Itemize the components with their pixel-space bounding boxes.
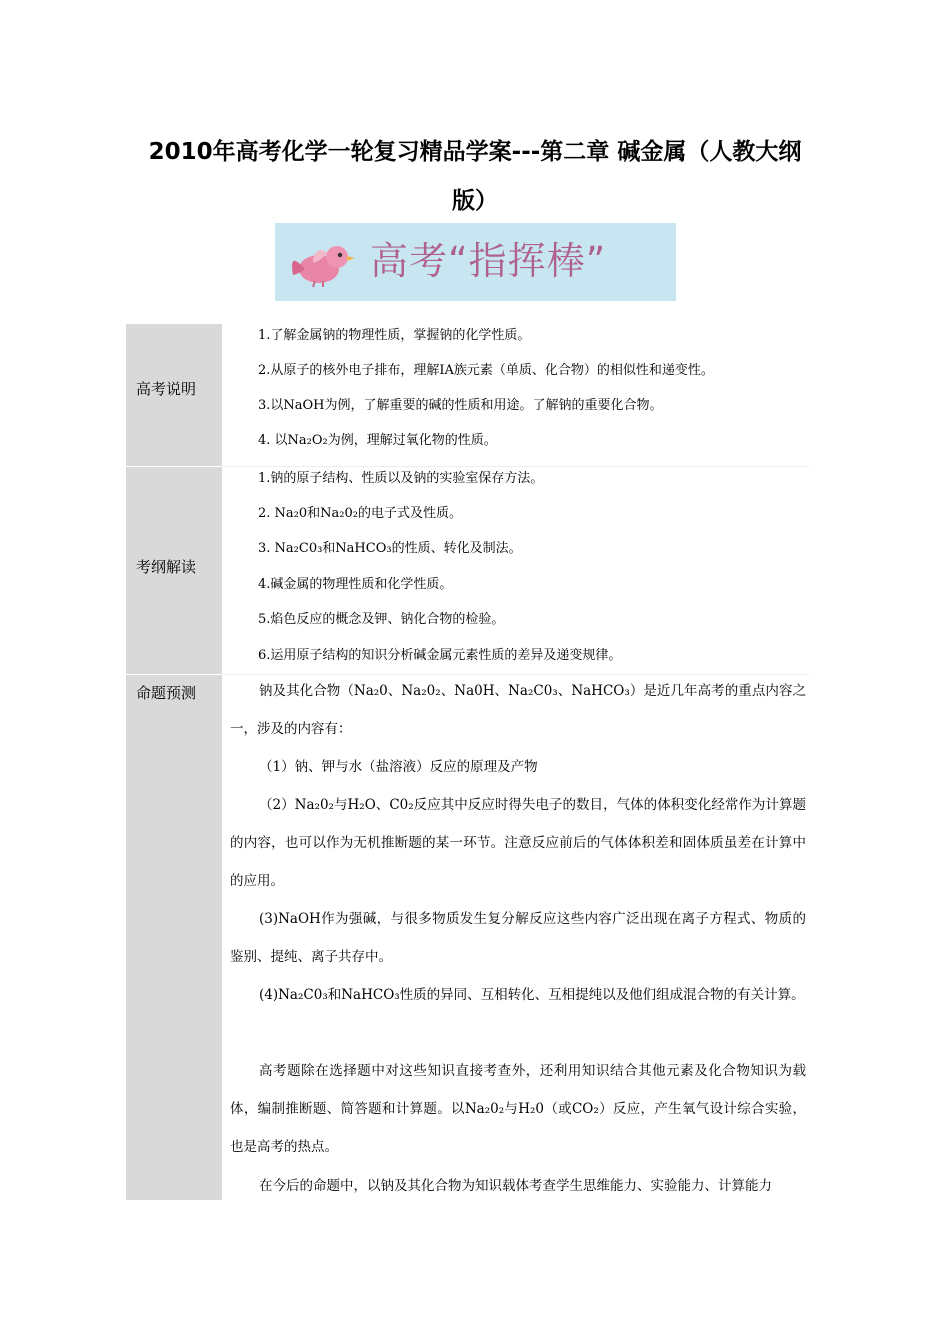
- list-item: 6.运用原子结构的知识分析碱金属元素性质的差异及递变规律。: [258, 648, 622, 663]
- list-item: 5.焰色反应的概念及钾、钠化合物的检验。: [258, 612, 505, 627]
- list-item: 3.以NaOH为例，了解重要的碱的性质和用途。了解钠的重要化合物。: [258, 398, 663, 413]
- list-item: 1.了解金属钠的物理性质，掌握钠的化学性质。: [258, 328, 531, 343]
- paragraph: 钠及其化合物（Na₂0、Na₂0₂、Na0H、Na₂C0₃、NaHCO₃）是近几年高考的重点内容之一，涉及的内容有：: [230, 683, 806, 737]
- document-title: 2010年高考化学一轮复习精品学案---第二章 碱金属（人教大纲版）: [148, 139, 802, 214]
- label-divider: [126, 674, 222, 675]
- pink-bird-icon: [287, 239, 357, 289]
- list-item: 1.钠的原子结构、性质以及钠的实验室保存方法。: [258, 471, 544, 486]
- list-item: 3. Na₂C0₃和NaHCO₃的性质、转化及制法。: [258, 541, 522, 556]
- list-item: 4.碱金属的物理性质和化学性质。: [258, 577, 453, 592]
- paragraph: 在今后的命题中，以钠及其化合物为知识载体考查学生思维能力、实验能力、计算能力: [259, 1178, 772, 1194]
- row-divider: [222, 466, 810, 467]
- list-item: 2.从原子的核外电子排布，理解ⅠA族元素（单质、化合物）的相似性和递变性。: [258, 363, 714, 378]
- list-item: 2. Na₂0和Na₂0₂的电子式及性质。: [258, 506, 462, 521]
- paragraph: （2）Na₂0₂与H₂O、C0₂反应其中反应时得失电子的数目，气体的体积变化经常作为计算题的内容，也可以作为无机推断题的某一环节。注意反应前后的气体体积差和固体质虽差在计算中的应用。: [230, 797, 806, 889]
- section-label-syllabus: 考纲解读: [136, 558, 197, 576]
- paragraph: （1）钠、钾与水（盐溶液）反应的原理及产物: [259, 759, 538, 775]
- label-column: [126, 324, 222, 1200]
- section-label-exam-notes: 高考说明: [136, 380, 197, 398]
- paragraph: 高考题除在选择题中对这些知识直接考查外，还利用知识结合其他元素及化合物知识为载体，编制推断题、简答题和计算题。以Na₂0₂与H₂0（或CO₂）反应，产生氧气设计综合实验，也是高考的热点。: [230, 1063, 806, 1155]
- label-divider: [126, 466, 222, 467]
- section-label-prediction: 命题预测: [136, 684, 197, 702]
- paragraph: (3)NaOH作为强碱，与很多物质发生复分解反应这些内容广泛出现在离子方程式、物质的鉴别、提纯、离子共存中。: [230, 911, 806, 965]
- list-item: 4. 以Na₂O₂为例，理解过氧化物的性质。: [258, 433, 497, 448]
- banner: [275, 223, 676, 301]
- banner-title: 高考“指挥棒”: [370, 239, 607, 283]
- paragraph: (4)Na₂C0₃和NaHCO₃性质的异同、互相转化、互相提纯以及他们组成混合物的有关计算。: [259, 987, 805, 1003]
